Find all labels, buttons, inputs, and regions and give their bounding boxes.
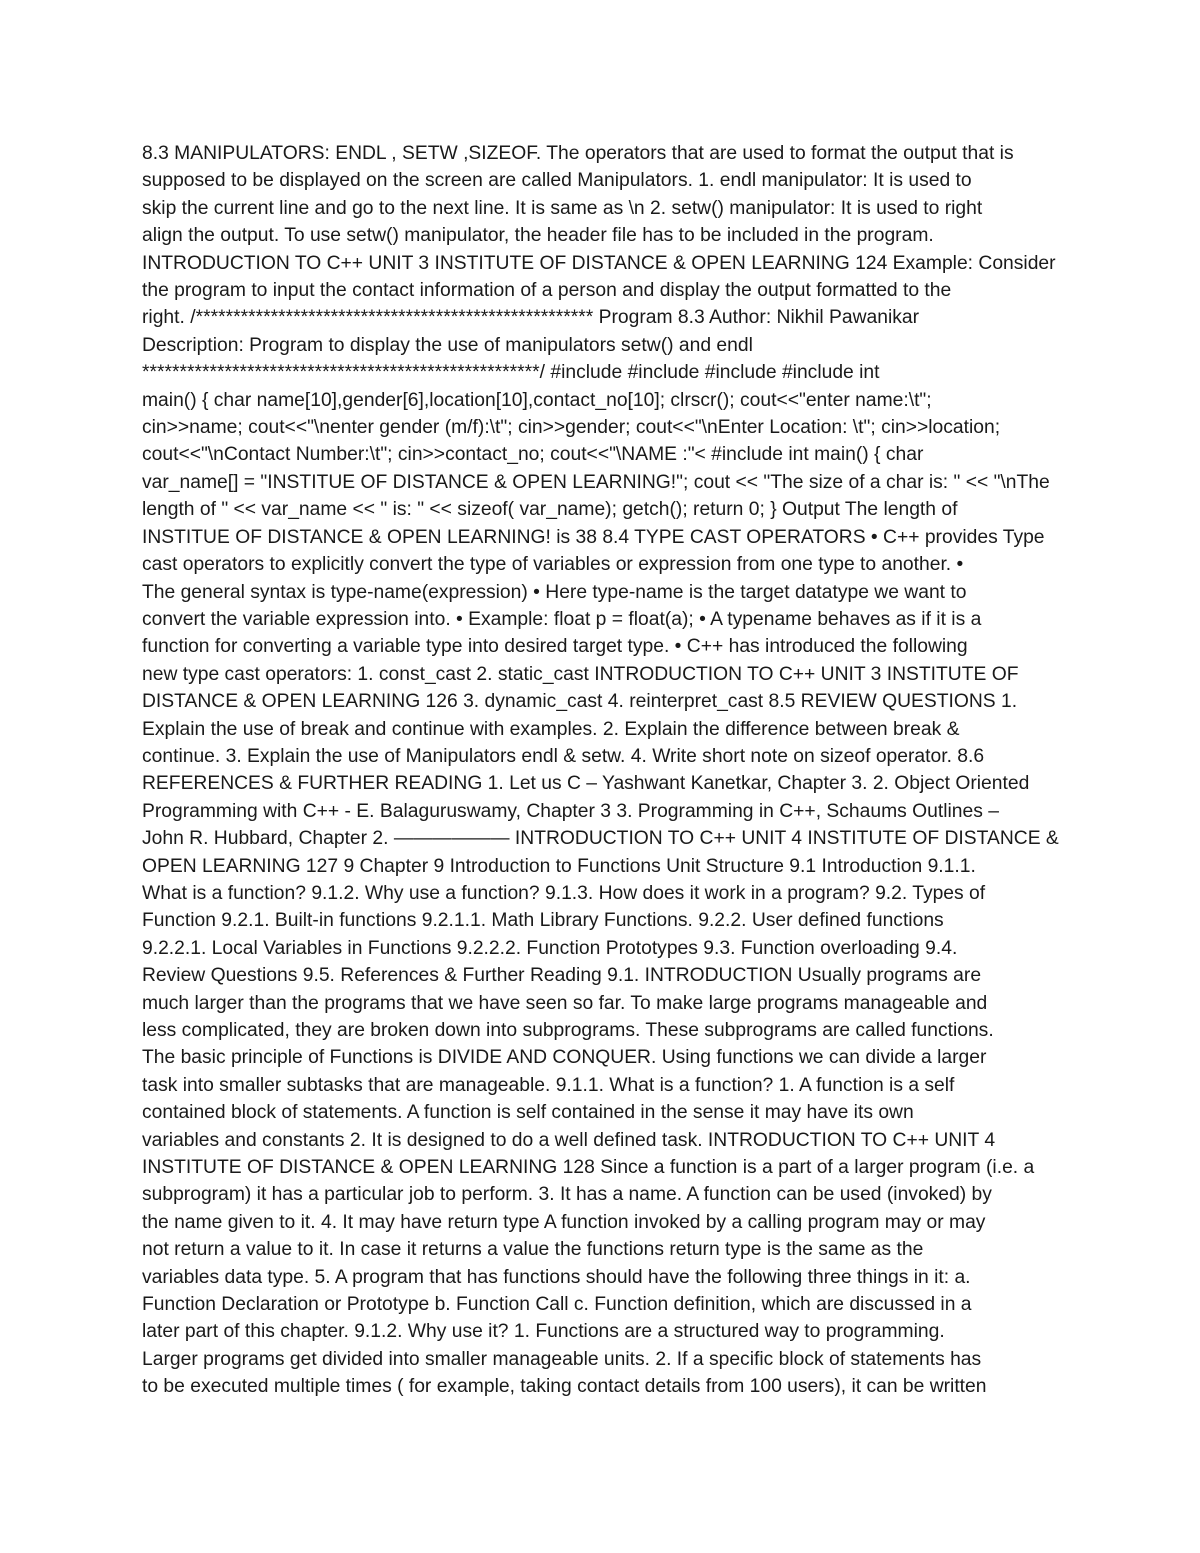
- text-line: main() { char name[10],gender[6],location[10],contact_no[10]; clrscr(); cout<<"enter name:\t";: [142, 389, 932, 411]
- text-line: The general syntax is type-name(expression) • Here type-name is the target datatype we want to: [142, 581, 967, 603]
- text-line: Review Questions 9.5. References & Further Reading 9.1. INTRODUCTION Usually programs are: [142, 965, 982, 987]
- text-line: variables data type. 5. A program that has functions should have the following three things in it: a.: [142, 1266, 971, 1288]
- text-line: right. /***************************************************** Program 8.3 Author: Nikhil Pawanikar: [142, 307, 920, 329]
- text-line: the program to input the contact information of a person and display the output formatted to the: [142, 280, 952, 302]
- body-text: [142, 140, 1062, 1401]
- text-line: the name given to it. 4. It may have return type A function invoked by a calling program may or may: [142, 1211, 986, 1233]
- text-line: DISTANCE & OPEN LEARNING 126 3. dynamic_cast 4. reinterpret_cast 8.5 REVIEW QUESTIONS 1.: [142, 691, 1018, 713]
- text-line: Function 9.2.1. Built-in functions 9.2.1.1. Math Library Functions. 9.2.2. User defined functions: [142, 910, 944, 932]
- text-line: continue. 3. Explain the use of Manipulators endl & setw. 4. Write short note on sizeof operator. 8.6: [142, 745, 985, 767]
- text-line: var_name[] = "INSTITUE OF DISTANCE & OPEN LEARNING!"; cout << "The size of a char is: " << "\nThe: [142, 471, 1050, 493]
- text-line: supposed to be displayed on the screen are called Manipulators. 1. endl manipulator: It is used to: [142, 170, 972, 192]
- text-line: variables and constants 2. It is designed to do a well defined task. INTRODUCTION TO C++ UNIT 4: [142, 1129, 996, 1151]
- text-line: skip the current line and go to the next line. It is same as \n 2. setw() manipulator: It is used to right: [142, 197, 983, 219]
- text-line: INSTITUE OF DISTANCE & OPEN LEARNING! is 38 8.4 TYPE CAST OPERATORS • C++ provides Type: [142, 526, 1045, 548]
- text-line: task into smaller subtasks that are manageable. 9.1.1. What is a function? 1. A function is a self: [142, 1074, 955, 1096]
- text-line: cast operators to explicitly convert the type of variables or expression from one type to another. •: [142, 554, 964, 576]
- text-line: Function Declaration or Prototype b. Function Call c. Function definition, which are discussed in a: [142, 1294, 972, 1316]
- text-line: subprogram) it has a particular job to perform. 3. It has a name. A function can be used (invoked) by: [142, 1184, 992, 1206]
- text-line: John R. Hubbard, Chapter 2. —————— INTRODUCTION TO C++ UNIT 4 INSTITUTE OF DISTANCE &: [142, 828, 1059, 850]
- text-line: new type cast operators: 1. const_cast 2. static_cast INTRODUCTION TO C++ UNIT 3 INSTITUTE OF: [142, 663, 1019, 685]
- text-line: cin>>name; cout<<"\nenter gender (m/f):\t"; cin>>gender; cout<<"\nEnter Location: \t"; cin>>location;: [142, 417, 1001, 439]
- text-line: length of " << var_name << " is: " << sizeof( var_name); getch(); return 0; } Output The length of: [142, 499, 958, 521]
- text-line: Description: Program to display the use of manipulators setw() and endl: [142, 334, 753, 356]
- text-line: 9.2.2.1. Local Variables in Functions 9.2.2.2. Function Prototypes 9.3. Function overloading 9.4.: [142, 937, 958, 959]
- text-line: INSTITUTE OF DISTANCE & OPEN LEARNING 128 Since a function is a part of a larger program (i.e. a: [142, 1157, 1035, 1179]
- text-line: cout<<"\nContact Number:\t"; cin>>contact_no; cout<<"\NAME :"< #include int main() { char: [142, 444, 924, 466]
- text-line: Larger programs get divided into smaller manageable units. 2. If a specific block of statements has: [142, 1348, 982, 1370]
- text-line: align the output. To use setw() manipulator, the header file has to be included in the program.: [142, 225, 934, 247]
- text-line: Explain the use of break and continue with examples. 2. Explain the difference between break &: [142, 718, 960, 740]
- text-line: 8.3 MANIPULATORS: ENDL , SETW ,SIZEOF. The operators that are used to format the output that is: [142, 143, 1014, 164]
- text-line: INTRODUCTION TO C++ UNIT 3 INSTITUTE OF DISTANCE & OPEN LEARNING 124 Example: Consider: [142, 252, 1056, 274]
- text-line: not return a value to it. In case it returns a value the functions return type is the same as the: [142, 1239, 924, 1261]
- text-line: REFERENCES & FURTHER READING 1. Let us C – Yashwant Kanetkar, Chapter 3. 2. Object Oriented: [142, 773, 1030, 795]
- text-line: less complicated, they are broken down into subprograms. These subprograms are called functions.: [142, 1020, 994, 1041]
- text-line: What is a function? 9.1.2. Why use a function? 9.1.3. How does it work in a program? 9.2. Types of: [142, 882, 986, 904]
- text-line: much larger than the programs that we have seen so far. To make large programs manageable and: [142, 992, 988, 1014]
- text-line: *****************************************************/ #include #include #include #include int: [142, 362, 880, 384]
- text-line: Programming with C++ - E. Balaguruswamy, Chapter 3 3. Programming in C++, Schaums Outlines –: [142, 800, 999, 822]
- text-line: later part of this chapter. 9.1.2. Why use it? 1. Functions are a structured way to programming.: [142, 1321, 945, 1343]
- text-line: OPEN LEARNING 127 9 Chapter 9 Introduction to Functions Unit Structure 9.1 Introduction 9.1.1.: [142, 855, 976, 877]
- text-line: convert the variable expression into. • Example: float p = float(a); • A typename behaves as if it is a: [142, 608, 982, 630]
- text-line: function for converting a variable type into desired target type. • C++ has introduced the following: [142, 636, 968, 658]
- text-line: The basic principle of Functions is DIVIDE AND CONQUER. Using functions we can divide a larger: [142, 1047, 987, 1069]
- text-line: to be executed multiple times ( for example, taking contact details from 100 users), it can be written: [142, 1376, 987, 1398]
- text-line: contained block of statements. A function is self contained in the sense it may have its own: [142, 1102, 914, 1124]
